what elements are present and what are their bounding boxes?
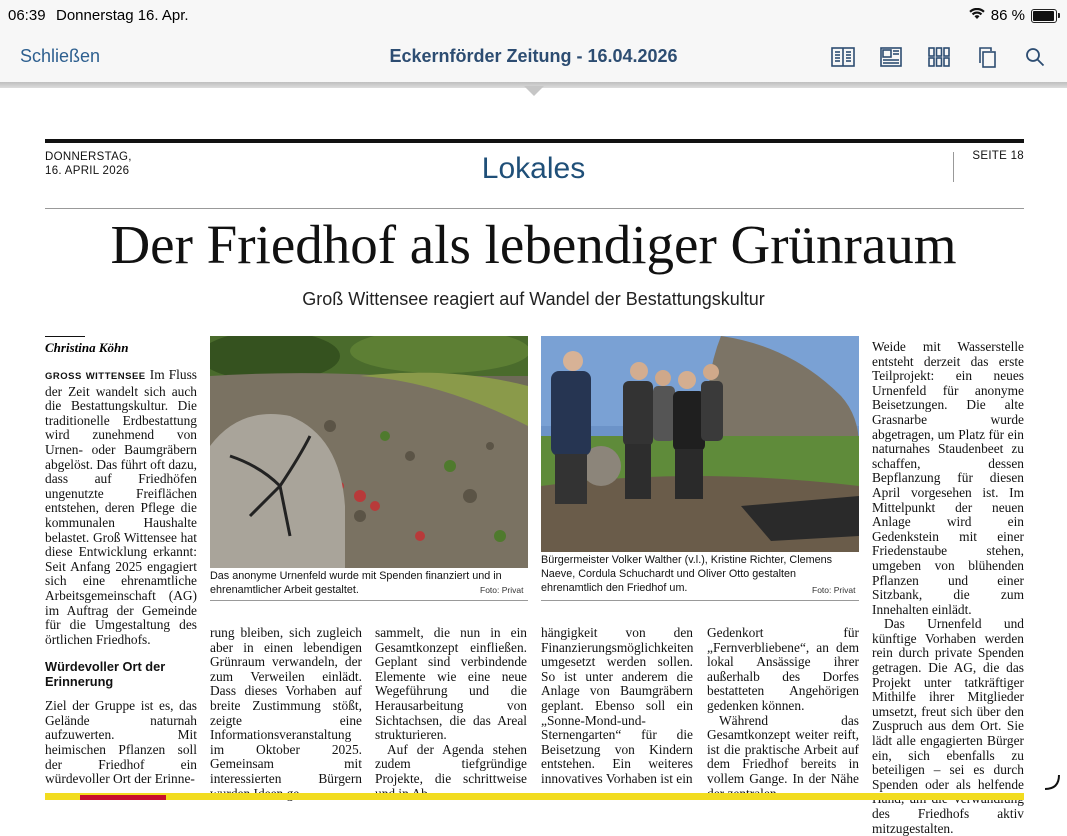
grid-view-icon[interactable] xyxy=(925,44,953,70)
photo-2-credit: Foto: Privat xyxy=(812,585,856,595)
battery-icon xyxy=(1031,9,1057,23)
article-column-6 xyxy=(872,340,1024,836)
page-date-weekday: DONNERSTAG, xyxy=(45,151,132,163)
battery-fill xyxy=(1033,11,1054,21)
intertitle: Würdevoller Ort der Erinnerung xyxy=(45,659,166,690)
reader-toolbar xyxy=(0,32,1067,82)
column-5-paragraph-1: Gedenkort für „Fernverbliebene“, an dem lokal Ansässige ihrer außerhalb des Dorfes bestatteten Angehörigen gedenken können. xyxy=(707,625,859,713)
section-title: Lokales xyxy=(481,152,586,185)
photo-2-caption: Bürgermeister Volker Walther (v.l.), Kristine Richter, Clemens Naeve, Cordula Schuchardt und Oliver Otto gestalten ehrenamtlich den Friedhof um. xyxy=(541,554,832,594)
photo-2-rule xyxy=(541,600,859,601)
bottom-color-band xyxy=(45,793,1024,800)
column-3-paragraph-2: Auf der Agenda stehen zudem tiefgründige Projekte, die schrittweise xyxy=(375,741,527,786)
toolbar-icons xyxy=(829,44,1049,70)
page-layout-icon[interactable] xyxy=(877,44,905,70)
column-1-paragraph-1: Im Fluss der Zeit wandelt sich auch die Bestattungskultur. Die traditionelle Erdbestattung wird zunehmend von Urnen- oder Baumgräbern abgelöst. Das führt oft dazu, dass auf Friedhöfen ungenutzte Freiflächen entstehen, deren Pflege die kommunalen Haushalte belastet. Groß Wittensee hat diese Entwicklung erkannt: Seit Anfang 2025 engagiert sich eine ehrenamtliche Arbeitsgemeinschaft (AG) im Auftrag der Gemeinde für die Umgestaltung des örtlichen Friedhofs. xyxy=(45,367,197,647)
status-date: Donnerstag 16. Apr. xyxy=(56,7,189,24)
copy-pages-icon[interactable] xyxy=(973,44,1001,70)
page-number: SEITE 18 xyxy=(972,150,1024,162)
article-column-1 xyxy=(45,368,197,787)
article-headline: Der Friedhof als lebendiger Grünraum xyxy=(110,214,957,275)
bottom-red-marker xyxy=(80,795,166,800)
author-byline: Christina Köhn xyxy=(45,340,129,355)
column-3-paragraph-1: sammelt, die nun in ein Gesamtkonzept einfließen. Geplant sind verbindende Elemente wie eine neue Wegeführung und die Herausarbeitung von Sichtachsen, die das Areal strukturieren. xyxy=(375,625,527,743)
column-6-paragraph-1: Weide mit Wasserstelle entsteht derzeit das erste Teilprojekt: ein neues Urnenfeld für anonyme Beisetzungen. Die alte Grasnarbe wurde abgetragen, um Platz für ein naturnahes Staudenbeet zu schaffen, dessen Bepflanzung für diesen April vorgesehen ist. Im Mittelpunkt der neuen Anlage wird ein Gedenkstein mit einer Friedenstaube stehen, umgeben von blühenden Pflanzen und einer Sitzbank, die zum Innehalten einlädt. xyxy=(872,339,1024,617)
page-top-rule xyxy=(45,139,1024,143)
status-right xyxy=(969,7,1057,24)
article-column-4: hängigkeit von den Finanzierungsmöglichkeiten umgesetzt werden sollen. So ist unter anderem die Anlage von Baumgräbern geplant. Ebenso soll ein „Sonne-Mond-und-Sternengarten“ für die Beisetzung von Kindern entstehen. Ein weiteres innovatives Vorhaben ist ein xyxy=(541,625,694,786)
close-button[interactable]: Schließen xyxy=(20,46,101,66)
wifi-icon xyxy=(969,7,985,24)
column-5-paragraph-2: Während das Gesamtkonzept weiter reift, ist die praktische Arbeit auf dem Friedhof bereits in vollem Gange. In der Nähe xyxy=(707,712,859,786)
article-column-5 xyxy=(707,626,859,801)
battery-percent: 86 % xyxy=(990,7,1025,24)
article-column-3 xyxy=(375,626,527,801)
photo-1-caption: Das anonyme Urnenfeld wurde mit Spenden finanziert und in ehrenamtlicher Arbeit gestaltet. xyxy=(210,570,502,596)
toolbar-pointer xyxy=(524,86,544,96)
article-view-icon[interactable] xyxy=(829,44,857,70)
photo-volunteers xyxy=(541,336,859,552)
edition-title: Eckernförder Zeitung - 16.04.2026 xyxy=(389,46,678,66)
photo-1-credit: Foto: Privat xyxy=(480,585,524,595)
status-bar xyxy=(0,0,1067,32)
column-1-paragraph-2: Ziel der Gruppe ist es, das Gelände naturnah aufzuwerten. Mit heimischen Pflanzen soll der Friedhof ein würdevoller Ort der Erinne- xyxy=(45,698,197,787)
status-time: 06:39 xyxy=(8,7,46,24)
page-curl-icon[interactable] xyxy=(1043,773,1061,796)
article-column-2: rung bleiben, sich zugleich aber in einen lebendigen Grünraum verwandeln, der zum Verweilen einlädt. Dass dieses Vorhaben auf breite Zustimmung stößt, zeigte eine Informationsveranstaltung im Oktober 2025. Gemeinsam mit interessierten Bürgern xyxy=(210,625,362,786)
column-6-paragraph-2: Das Urnenfeld und künftige Vorhaben werden rein durch private Spenden getragen. Die AG, die das Projekt unter tatkräftiger Mithilfe ihrer Mitglieder umsetzt, freut sich über den Zuspruch aus dem Ort. Sie lädt alle engagierten Bürger ein, sich ebenfalls zu beteiligen – sei es durch Spenden oder als helfende des Friedhofs aktiv mitzugestalten. xyxy=(872,616,1024,836)
photo-1-rule xyxy=(210,600,528,601)
header-rule xyxy=(45,208,1024,209)
dateline: GROSS WITTENSEE xyxy=(45,371,146,382)
search-icon[interactable] xyxy=(1021,44,1049,70)
page-number-divider xyxy=(953,152,954,182)
page-date-day: 16. APRIL 2026 xyxy=(45,165,130,177)
byline-rule xyxy=(45,336,85,337)
article-subheadline: Groß Wittensee reagiert auf Wandel der Bestattungskultur xyxy=(302,289,765,309)
photo-urn-field xyxy=(210,336,528,568)
